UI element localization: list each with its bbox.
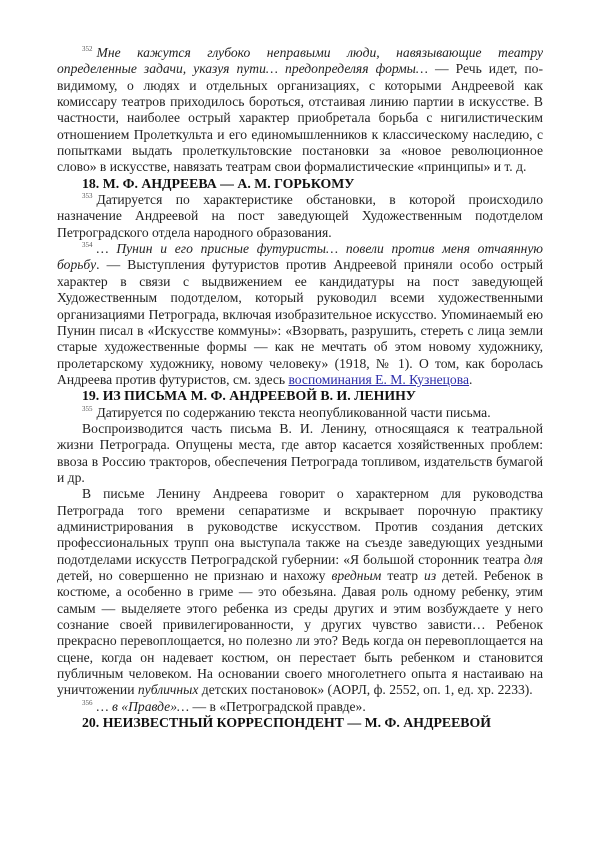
text: Воспроизводится часть письма В. И. Ленину, относящаяся к театральной жизни Петрограда. Опущены места, где автор касается хозяйственных проблем: ввоза в Россию тракторов, обеспечения Петрограда топливом, издательств бумагой и др. [57,420,543,485]
text: — в «Петроградской правде». [189,698,366,714]
footnote-number: 356 [82,698,93,707]
footnote-number: 355 [82,404,93,413]
italic-text: Мне кажутся глубоко неправыми люди, навязывающие театру определенные задачи, указуя пути… предопределяя формы… [57,45,543,77]
section-heading [57,388,543,404]
text: театр [381,568,425,583]
footnote-paragraph [57,45,543,176]
text: Датируется по характеристике обстановки, в которой происходило назначение Андреевой на пост заведующей Художественным подотделом Петроградского отдела народного образования. [57,192,543,240]
text: детских постановок» (АОРЛ, ф. 2552, оп. 1, ед. хр. 2233). [198,682,533,698]
text: детей, но совершенно не признаю и нахожу [57,568,332,583]
text: В письме Ленину Андреева говорит о характерном для руководства Петрограда того времени сепаратизме и вскрывает порочную практику администрирования в руководстве искусством. Против создания детских профессиональных трупп она выступала также на съезде заведующих уездными подотделами искусств Петроградской губернии: «Я большой сторонник театра [57,486,543,567]
memoirs-link[interactable]: воспоминания Е. М. Кузнецова [288,371,469,387]
footnote-paragraph [57,241,543,388]
footnote-number: 352 [82,45,93,53]
text: . [469,371,473,387]
footnote-number: 354 [82,241,93,250]
footnote-number: 353 [82,192,93,201]
text: 18. М. Ф. АНДРЕЕВА — А. М. ГОРЬКОМУ [82,175,355,191]
footnote-paragraph [57,699,543,715]
paragraph [57,486,543,698]
text: 20. НЕИЗВЕСТНЫЙ КОРРЕСПОНДЕНТ — М. Ф. АНДРЕЕВОЙ [82,715,491,731]
italic-text: для [523,551,543,567]
text: детей. Ребенок в костюме, а особенно в гриме — это обезьяна. Давая роль одному ребенку, этим самым — выделяете этого ребенка из среды других и этим возбуждаете у него сознание своей привилегированности, у других чувство зависти… Ребенок прекрасно перевоплощается, но полезно ли это? Ведь когда он перевоплощается на сцене, когда он надевает костюм, он перестает быть ребенком и становится публичным человеком. На основании своего многолетнего опыта я настаиваю на уничтожении [57,568,543,698]
text: — Речь идет, по-видимому, о людях и отдельных организациях, с которыми Андреевой как комиссару театров приходилось бороться, отстаивая линию партии в искусстве. В частности, наиболее острый характер приобретала борьба с нигилистическим отношением Пролеткульта и его единомышленников к классическому наследию, с попытками выдать пролеткультовские постановки за «новое революционное слово» в искусстве, навязать театрам свои формалистические «принципы» и т. д. [57,61,543,175]
footnote-paragraph [57,192,543,241]
section-heading [57,176,543,192]
text: Датируется по содержанию текста неопубликованной части письма. [96,404,491,420]
paragraph [57,421,543,486]
italic-text: вредным [331,568,382,583]
italic-text: … Пунин и его присные футуристы… повели против меня отчаянную борьбу [57,241,543,273]
section-heading [57,715,543,731]
footnote-paragraph [57,405,543,421]
document-page [57,45,543,731]
text: 19. ИЗ ПИСЬМА М. Ф. АНДРЕЕВОЙ В. И. ЛЕНИНУ [82,388,416,404]
text: . — Выступления футуристов против Андреевой приняли особо острый характер в связи с выдвижением ее кандидатуры на пост заведующей Художественным подотделом, который руководил всеми художественными организациями Петрограда, включая изобразительное искусство. Упоминаемый ею Пунин писал в «Искусстве коммуны»: «Взорвать, разрушить, стереть с лица земли старые художественные формы — как не мечтать об этом новому художнику, пролетарскому художнику, новому человеку» (1918, № 1). О том, как боролась Андреева против футуристов, см. здесь [57,257,543,387]
italic-text: публичных [137,682,199,698]
italic-text: из [424,568,437,583]
italic-text: … в «Правде»… [96,698,190,714]
